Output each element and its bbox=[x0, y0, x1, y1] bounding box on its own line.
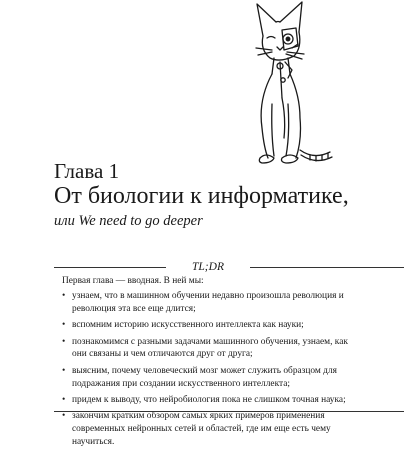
list-item-text: закончим кратким обзором самых ярких примеров применения современных нейронных сетей и областей, где им еще есть чему научиться. bbox=[72, 411, 331, 447]
list-item-text: познакомимся с разными задачами машинного обучения, узнаем, как они связаны и чем отличаются друг от друга; bbox=[72, 336, 348, 360]
section-divider bbox=[54, 411, 404, 412]
chapter-title: От биологии к информатике, bbox=[54, 183, 349, 209]
list-item-text: выясним, почему человеческий мозг может служить образцом для подражания при создании искусственного интеллекта; bbox=[72, 365, 337, 389]
list-item bbox=[62, 336, 362, 362]
bullet-icon: • bbox=[62, 394, 66, 405]
bullet-icon: • bbox=[62, 365, 66, 376]
tldr-rule-right bbox=[250, 267, 404, 268]
bullet-icon: • bbox=[62, 320, 66, 331]
chapter-number: Глава 1 bbox=[54, 159, 120, 183]
tldr-intro: Первая глава — вводная. В ней мы: bbox=[62, 276, 204, 286]
chapter-subtitle: или We need to go deeper bbox=[54, 213, 203, 229]
list-item-text: узнаем, что в машинном обучении недавно произошла революция и революция эта все еще длится; bbox=[72, 291, 344, 314]
tldr-rule-left bbox=[54, 267, 166, 268]
list-item bbox=[62, 394, 362, 407]
list-item bbox=[62, 365, 362, 391]
list-item bbox=[62, 290, 362, 316]
list-item-text: придем к выводу, что нейробиология пока не слишком точная наука; bbox=[72, 394, 346, 405]
bullet-icon: • bbox=[62, 411, 66, 422]
bullet-icon: • bbox=[62, 336, 66, 347]
tldr-heading: TL;DR bbox=[192, 261, 224, 273]
list-item bbox=[62, 319, 362, 332]
cyborg-cat-icon bbox=[222, 0, 342, 170]
list-item-text: вспомним историю искусственного интеллекта как науки; bbox=[72, 320, 304, 331]
tldr-bullet-list bbox=[62, 290, 362, 452]
list-item bbox=[62, 410, 362, 448]
bullet-icon: • bbox=[62, 291, 66, 301]
